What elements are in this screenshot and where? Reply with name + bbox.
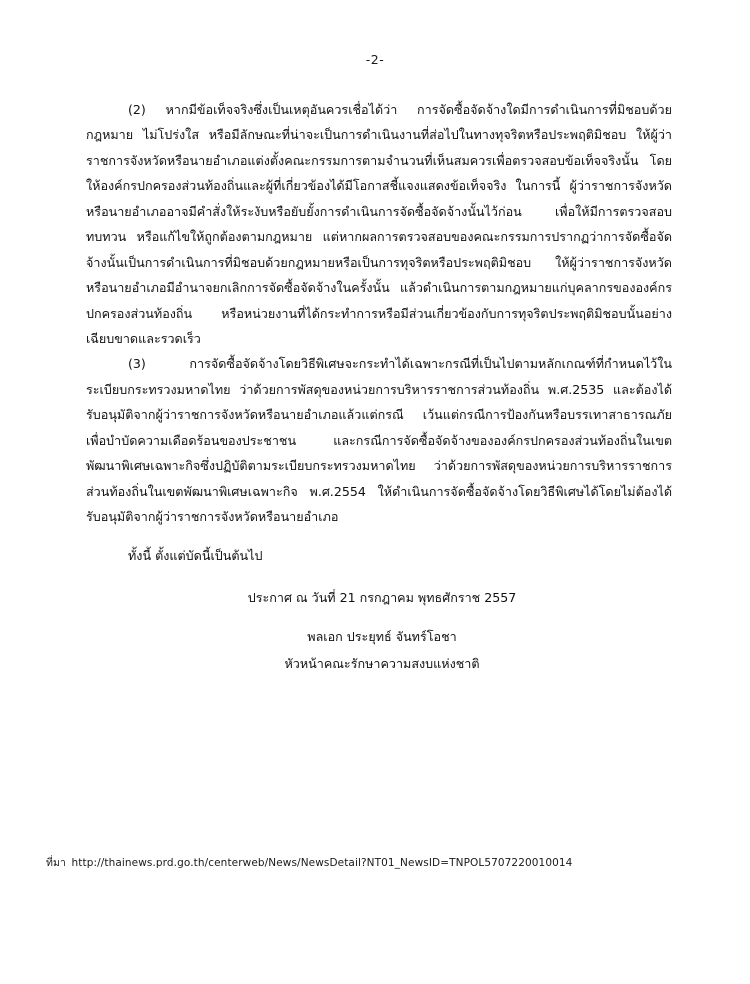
paragraph-item-3: (3) การจัดซื้อจัดจ้างโดยวิธีพิเศษจะกระทำได้เฉพาะกรณีที่เป็นไปตามหลักเกณฑ์ที่กำหนดไว้ในระเบียบกระทรวงมหาดไทย ว่าด้วยการพัสดุของหน่วยการบริหารราชการส่วนท้องถิ่น พ.ศ.2535 และต้องได้รับอนุมัติจากผู้ว่าราชการจังหวัดหรือนายอำเภอแล้วแต่กรณี เว้นแต่กรณีการป้องกันหรือบรรเทาสาธารณภัย เพื่อบำบัดความเดือดร้อนของประชาชน และกรณีการจัดซื้อจัดจ้างขององค์กรปกครองส่วนท้องถิ่นในเขตพัฒนาพิเศษเฉพาะกิจซึ่งปฏิบัติตามระเบียบกระทรวงมหาดไทย ว่าด้วยการพัสดุของหน่วยการบริหารราชการส่วนท้องถิ่นในเขตพัฒนาพิเศษเฉพาะกิจ พ.ศ.2554 ให้ดำเนินการจัดซื้อจัดจ้างโดยวิธีพิเศษได้โดยไม่ต้องได้รับอนุมัติจากผู้ว่าราชการจังหวัดหรือนายอำเภอ bbox=[86, 356, 672, 524]
document-page bbox=[0, 52, 750, 984]
signer-position: หัวหน้าคณะรักษาความสงบแห่งชาติ bbox=[284, 656, 480, 672]
source-label: ที่มา bbox=[46, 857, 67, 869]
source-line bbox=[46, 854, 572, 871]
paragraph-item-2: (2) หากมีข้อเท็จจริงซึ่งเป็นเหตุอันควรเชื่อได้ว่า การจัดซื้อจัดจ้างใดมีการดำเนินการที่มิชอบด้วยกฎหมาย ไม่โปร่งใส หรือมีลักษณะที่น่าจะเป็นการดำเนินงานที่ส่อไปในทางทุจริตหรือประพฤติมิชอบ ให้ผู้ว่าราชการจังหวัดหรือนายอำเภอแต่งตั้งคณะกรรมการตามจำนวนที่เห็นสมควรเพื่อตรวจสอบข้อเท็จจริงนั้น โดยให้องค์กรปกครองส่วนท้องถิ่นและผู้ที่เกี่ยวข้องได้มีโอกาสชี้แจงแสดงข้อเท็จจริง ในการนี้ ผู้ว่าราชการจังหวัดหรือนายอำเภออาจมีคำสั่งให้ระงับหรือยับยั้งการดำเนินการจัดซื้อจัดจ้างนั้นไว้ก่อน เพื่อให้มีการตรวจสอบ ทบทวน หรือแก้ไขให้ถูกต้องตามกฎหมาย แต่หากผลการตรวจสอบของคณะกรรมการปรากฏว่าการจัดซื้อจัดจ้างนั้นเป็นการดำเนินการที่มิชอบด้วยกฎหมายหรือเป็นการทุจริตหรือประพฤติมิชอบ ให้ผู้ว่าราชการจังหวัดหรือนายอำเภอมีอำนาจยกเลิกการจัดซื้อจัดจ้างในครั้งนั้น แล้วดำเนินการตามกฎหมายแก่บุคลากรขององค์กรปกครองส่วนท้องถิ่น หรือหน่วยงานที่ได้กระทำการหรือมีส่วนเกี่ยวข้องกับการทุจริตประพฤติมิชอบนั้นอย่างเฉียบขาดและรวดเร็ว bbox=[86, 102, 672, 346]
signature-block bbox=[86, 585, 672, 677]
document-body bbox=[86, 97, 672, 676]
closing-statement: ทั้งนี้ ตั้งแต่บัดนี้เป็นต้นไป bbox=[128, 548, 263, 564]
source-url-link[interactable]: http://thainews.prd.go.th/centerweb/News/NewsDetail?NT01_NewsID=TNPOL5707220010014 bbox=[71, 857, 573, 869]
signer-name: พลเอก ประยุทธ์ จันทร์โอชา bbox=[307, 629, 457, 645]
page-number: -2- bbox=[365, 52, 385, 67]
announcement-date: ประกาศ ณ วันที่ 21 กรกฎาคม พุทธศักราช 2557 bbox=[247, 589, 517, 605]
